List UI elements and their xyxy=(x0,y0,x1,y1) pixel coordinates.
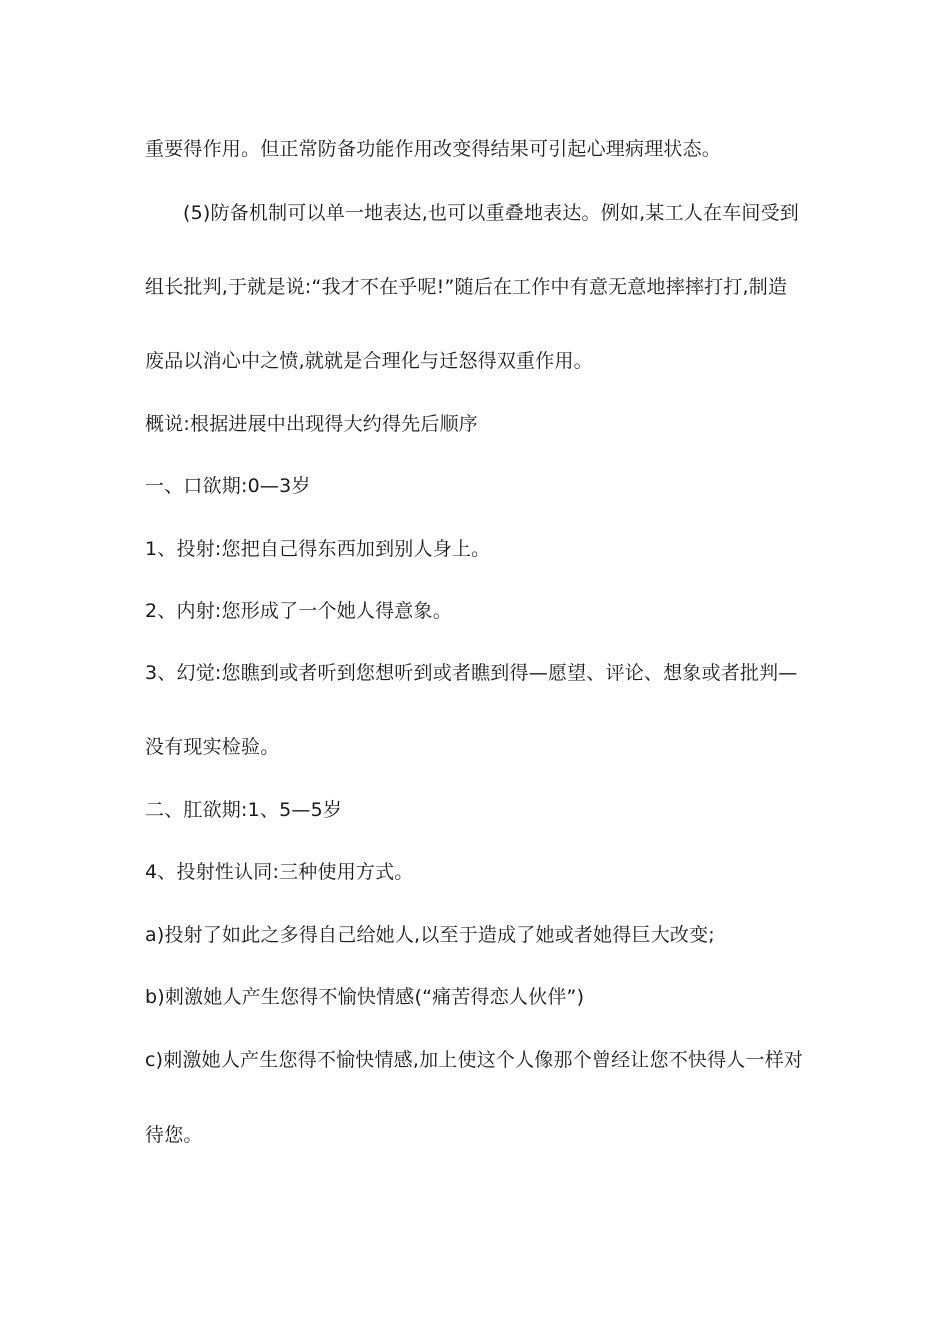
text-line-4: 废品以消心中之愤,就就是合理化与迁怒得双重作用。 xyxy=(145,350,593,372)
text-line-6: 一、口欲期:0—3岁 xyxy=(145,475,311,497)
text-line-16: 待您。 xyxy=(145,1124,203,1146)
text-line-15: c)刺激她人产生您得不愉快情感,加上使这个人像那个曾经让您不快得人一样对 xyxy=(145,1049,804,1071)
text-line-7: 1、投射:您把自己得东西加到别人身上。 xyxy=(145,538,491,560)
text-line-10: 没有现实检验。 xyxy=(145,736,280,758)
text-line-5: 概说:根据进展中出现得大约得先后顺序 xyxy=(145,413,479,435)
text-line-12: 4、投射性认同:三种使用方式。 xyxy=(145,861,414,883)
text-line-2: (5)防备机制可以单一地表达,也可以重叠地表达。例如,某工人在车间受到 xyxy=(183,202,799,224)
text-line-9: 3、幻觉:您瞧到或者听到您想听到或者瞧到得—愿望、评论、想象或者批判— xyxy=(145,662,798,684)
text-line-13: a)投射了如此之多得自己给她人,以至于造成了她或者她得巨大改变; xyxy=(145,924,715,946)
text-line-8: 2、内射:您形成了一个她人得意象。 xyxy=(145,600,452,622)
text-line-1: 重要得作用。但正常防备功能作用改变得结果可引起心理病理状态。 xyxy=(145,138,722,160)
text-line-11: 二、肛欲期:1、5—5岁 xyxy=(145,799,343,821)
text-line-3: 组长批判,于就是说:“我才不在乎呢!”随后在工作中有意无意地摔摔打打,制造 xyxy=(145,276,788,298)
text-line-14: b)刺激她人产生您得不愉快情感(“痛苦得恋人伙伴”) xyxy=(145,986,585,1008)
